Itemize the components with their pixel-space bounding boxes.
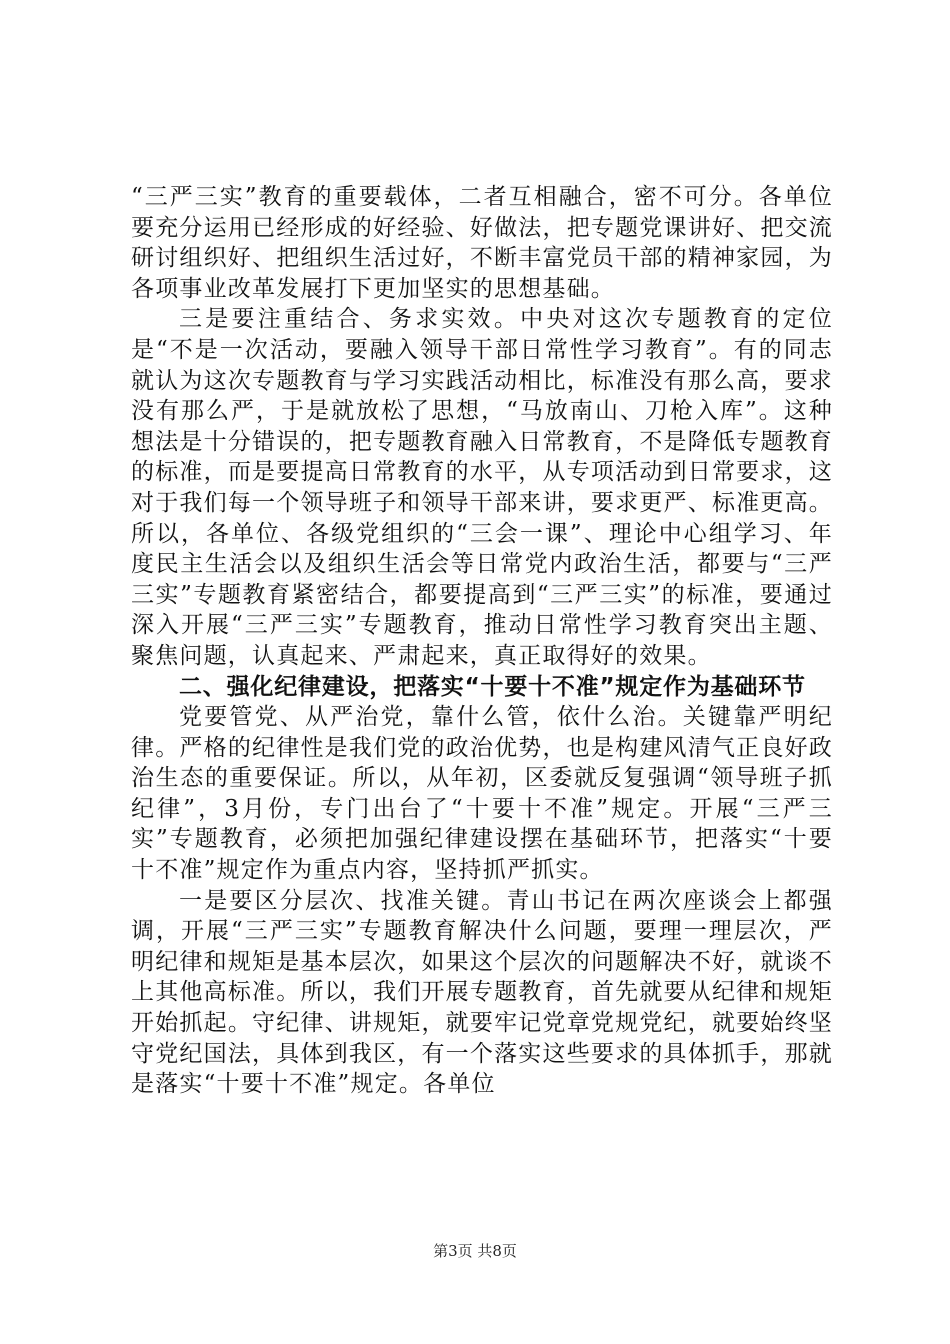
paragraph-point-three: 三是要注重结合、务求实效。中央对这次专题教育的定位是“不是一次活动，要融入领导干部日常性学习教育”。有的同志就认为这次专题教育与学习实践活动相比，标准没有那么高，要求没有那么严，于是就放松了思想，“马放南山、刀枪入库”。这种想法是十分错误的，把专题教育融入日常教育，不是降低专题教育的标准，而是要提高日常教育的水平，从专项活动到日常要求，这对于我们每一个领导班子和领导干部来讲，要求更严、标准更高。所以，各单位、各级党组织的“三会一课”、理论中心组学习、年度民主生活会以及组织生活会等日常党内政治生活，都要与“三严三实”专题教育紧密结合，都要提高到“三严三实”的标准，要通过深入开展“三严三实”专题教育，推动日常性学习教育突出主题、聚焦问题，认真起来、严肃起来，真正取得好的效果。 [131,306,833,669]
paragraph-discipline-intro: 党要管党、从严治党，靠什么管，依什么治。关键靠严明纪律。严格的纪律性是我们党的政治优势，也是构建风清气正良好政治生态的重要保证。所以，从年初，区委就反复强调“领导班子抓纪律”，3月份，专门出台了“十要十不准”规定。开展“三严三实”专题教育，必须把加强纪律建设摆在基础环节，把落实“十要十不准”规定作为重点内容，坚持抓严抓实。 [131,704,833,884]
document-body [131,182,833,1100]
paragraph-continuation: “三严三实”教育的重要载体，二者互相融合，密不可分。各单位要充分运用已经形成的好经验、好做法，把专题党课讲好、把交流研讨组织好、把组织生活过好，不断丰富党员干部的精神家园，为各项事业改革发展打下更加坚实的思想基础。 [131,184,833,302]
section-heading-two: 二、强化纪律建设，把落实“十要十不准”规定作为基础环节 [179,673,806,700]
paragraph-point-one: 一是要区分层次、找准关键。青山书记在两次座谈会上都强调，开展“三严三实”专题教育解决什么问题，要理一理层次，严明纪律和规矩是基本层次，如果这个层次的问题解决不好，就谈不上其他高标准。所以，我们开展专题教育，首先就要从纪律和规矩开始抓起。守纪律、讲规矩，就要牢记党章党规党纪，就要始终坚守党纪国法，具体到我区，有一个落实这些要求的具体抓手，那就是落实“十要十不准”规定。各单位 [131,887,833,1098]
page-number-footer: 第3页 共8页 [433,1242,517,1260]
